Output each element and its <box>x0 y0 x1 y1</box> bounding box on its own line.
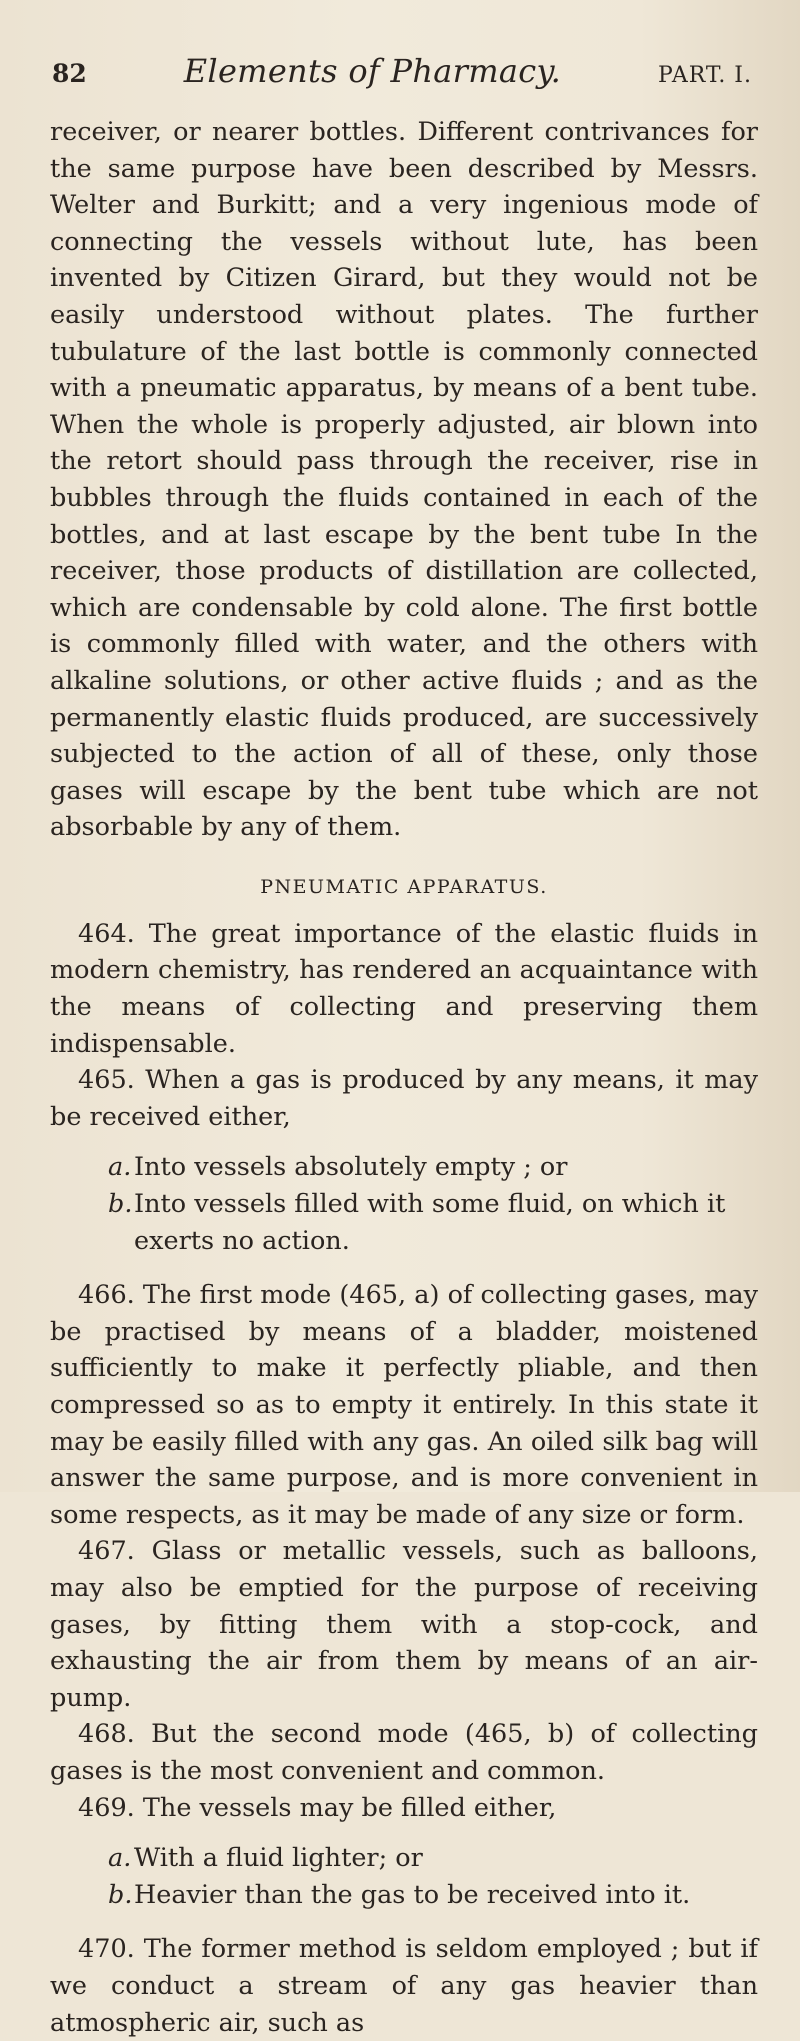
list-letter: a. <box>108 1152 132 1183</box>
paragraph-470: 470. The former method is seldom employed ; but if we conduct a stream of any gas heavier than atmospheric air, such as <box>50 1934 758 2038</box>
list-item <box>108 1877 758 1914</box>
list-text: Into vessels absolutely empty ; or <box>134 1152 568 1183</box>
paragraph-465: 465. When a gas is produced by any means, it may be received either, <box>50 1065 758 1132</box>
list-letter: a. <box>108 1843 132 1874</box>
paragraph-469: 469. The vessels may be filled either, <box>78 1792 557 1823</box>
running-title: Elements of Pharmacy. <box>183 52 562 90</box>
list-item <box>108 1186 758 1259</box>
list-letter: b. <box>108 1189 133 1220</box>
part-label: PART. I. <box>658 63 752 88</box>
enumeration-list-1 <box>50 1149 758 1259</box>
section-heading: PNEUMATIC APPARATUS. <box>260 875 548 898</box>
list-item <box>108 1149 758 1186</box>
list-letter: b. <box>108 1879 133 1910</box>
list-text: Into vessels filled with some fluid, on which it exerts no action. <box>134 1189 726 1256</box>
list-text: Heavier than the gas to be received into it. <box>134 1879 691 1910</box>
paragraph-468: 468. But the second mode (465, b) of collecting gases is the most convenient and common. <box>50 1719 758 1786</box>
list-text: With a fluid lighter; or <box>134 1843 423 1874</box>
opening-paragraph: receiver, or nearer bottles. Different contrivances for the same purpose have been described by Messrs. Welter and Burkitt; and a very ingenious mode of connecting the vessels without lute, has been invented by Citizen Girard, but they would not be easily understood without plates. The further tubulature of the last bottle is commonly connected with a pneumatic apparatus, by means of a bent tube. When the whole is properly adjusted, air blown into the retort should pass through the receiver, rise in bubbles through the fluids contained in each of the bottles, and at last escape by the bent tube In the receiver, those products of distillation are collected, which are condensable by cold alone. The first bottle is commonly filled with water, and the others with alkaline solutions, or other active fluids ; and as the permanently elastic fluids produced, are successively subjected to the action of all of these, only those gases will escape by the bent tube which are not absorbable by any of them. <box>50 117 758 843</box>
paragraph-466: 466. The first mode (465, a) of collecting gases, may be practised by means of a bladder, moistened sufficiently to make it perfectly pliable, and then compressed so as to empty it entirely. In this state it may be easily filled with any gas. An oiled silk bag will answer the same purpose, and is more convenient in some respects, as it may be made of any size or form. <box>50 1280 758 1530</box>
page-number: 82 <box>52 59 87 88</box>
paragraph-464: 464. The great importance of the elastic fluids in modern chemistry, has rendered an acquaintance with the means of collecting and preserving them indispensable. <box>50 918 758 1059</box>
running-head <box>52 52 752 90</box>
list-item <box>108 1840 758 1877</box>
enumeration-list-2 <box>50 1840 758 1913</box>
paragraph-467: 467. Glass or metallic vessels, such as balloons, may also be emptied for the purpose of receiving gases, by fitting them with a stop-cock, and exhausting the air from them by means of an air-pump. <box>50 1536 758 1713</box>
